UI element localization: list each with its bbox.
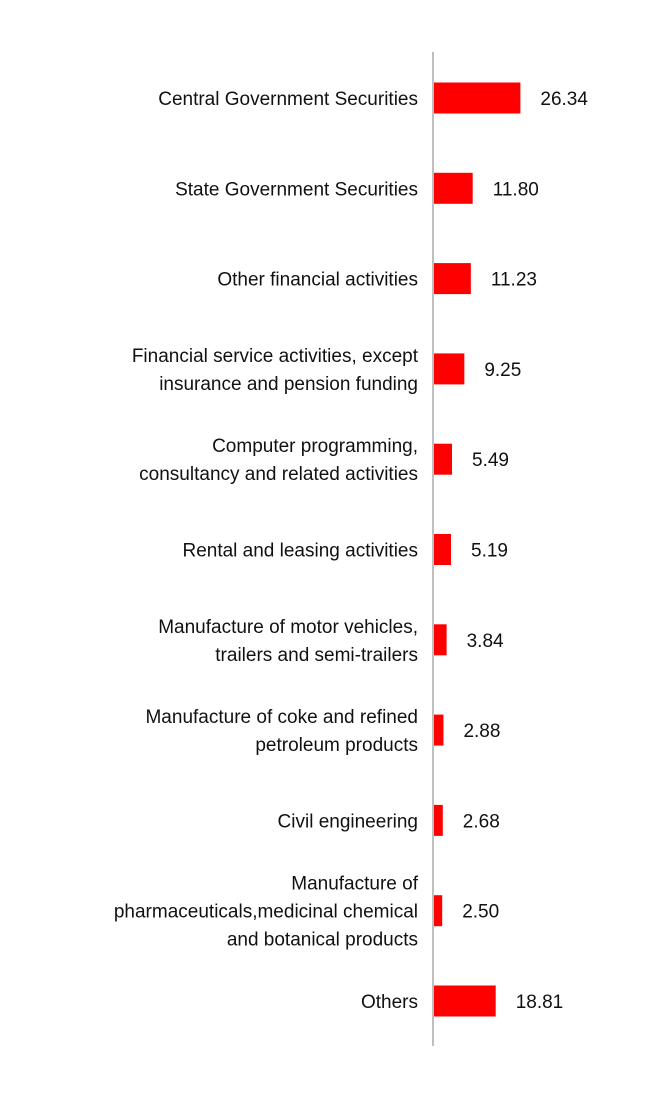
category-label: insurance and pension funding: [159, 373, 418, 395]
category-label: Manufacture of: [291, 873, 418, 895]
bar: [434, 624, 447, 655]
value-label: 5.49: [472, 450, 509, 472]
category-label: Manufacture of coke and refined: [145, 707, 418, 729]
category-label: pharmaceuticals,medicinal chemical: [113, 901, 418, 923]
value-label: 2.88: [463, 721, 501, 743]
category-label: Central Government Securities: [158, 89, 418, 110]
bar: [434, 83, 520, 114]
value-label: 2.68: [462, 811, 500, 833]
value-label: 11.80: [492, 179, 539, 201]
value-label: 9.25: [484, 359, 522, 381]
value-label: 5.19: [471, 540, 509, 562]
bar: [434, 173, 473, 204]
bar: [434, 353, 464, 384]
bar: [434, 534, 451, 565]
category-label: Other financial activities: [217, 269, 418, 291]
bar: [434, 715, 443, 746]
category-label: and botanical products: [226, 929, 418, 951]
category-label: trailers and semi-trailers: [215, 644, 418, 666]
bar: [434, 805, 443, 836]
bar: [434, 263, 471, 294]
category-label: Computer programming,: [212, 436, 418, 458]
value-label: 26.34: [540, 89, 588, 110]
category-label: Manufacture of motor vehicles,: [158, 616, 418, 638]
category-label: consultancy and related activities: [139, 464, 418, 486]
category-label: Civil engineering: [277, 811, 418, 833]
value-label: 11.23: [490, 269, 537, 291]
bar: [434, 444, 452, 475]
category-label: Others: [360, 992, 418, 1013]
category-label: Rental and leasing activities: [182, 540, 418, 562]
category-label: Financial service activities, except: [131, 345, 418, 367]
value-label: 18.81: [515, 992, 564, 1013]
category-label: petroleum products: [255, 735, 418, 757]
value-label: 2.50: [462, 901, 500, 923]
bar: [434, 895, 442, 926]
category-label: State Government Securities: [175, 179, 418, 201]
value-label: 3.84: [466, 630, 504, 652]
bar: [434, 986, 496, 1017]
